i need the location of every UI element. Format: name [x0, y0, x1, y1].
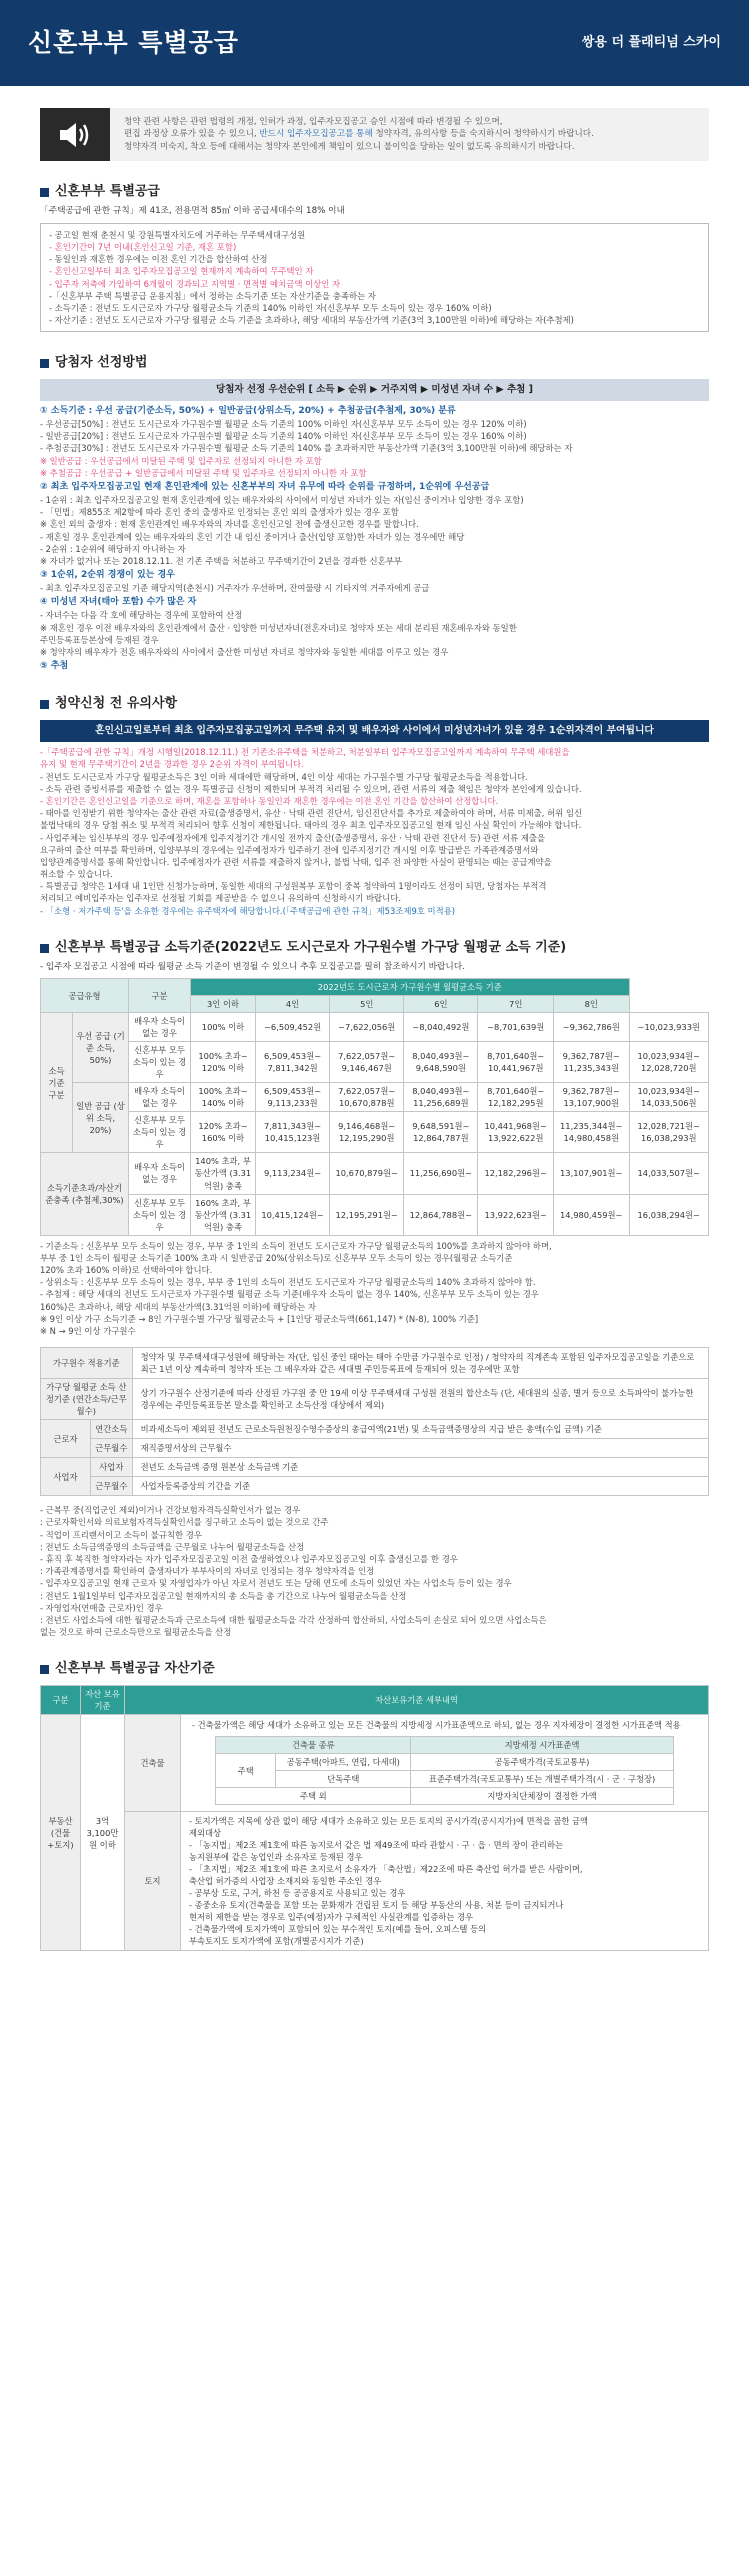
income-value: 7,622,057원~ 9,146,467원: [330, 1042, 404, 1083]
selection-line: ④ 미성년 자녀(태아 포함) 수가 많은 자: [40, 597, 197, 608]
income-note: - 상위소득 : 신혼부부 모두 소득이 있는 경우, 부부 중 1인의 소득이 전년도 도시근로자 가구당 월평균소득의 140% 초과하지 않아야 함.: [40, 1277, 536, 1288]
group-income-standard: 소득 기준 구분: [41, 1013, 73, 1153]
caution-line: - 사업주체는 임신부부의 경우 입주예정자에게 입주지정기간 개시일 전까지 출산(출생증명서, 유산 · 낙태 관련 진단서 등) 관련 서류 제출을: [40, 832, 546, 843]
income-note: - 기준소득 : 신혼부부 모두 소득이 있는 경우, 부부 중 1인의 소득이 전년도 도시근로자 가구당 월평균소득의 100%를 초과하지 않아야 하며,: [40, 1240, 552, 1251]
land-line: 축산업 허가증의 사업장 소재지와 동일한 주소인 경우: [189, 1876, 382, 1887]
income-value: 7,622,057원~ 10,670,878원: [330, 1083, 404, 1112]
row-general-supply: 일반 공급 (상위 소득, 20%): [73, 1083, 129, 1153]
row-land: 토지: [125, 1812, 181, 1951]
income-range: 140% 초과, 부동산가액 (3.31억원) 충족: [191, 1153, 256, 1194]
section-income: [40, 939, 709, 1337]
selection-lines: [40, 405, 709, 673]
land-line: - 건축물가액에 토지가액이 포함되어 있는 부수적인 토지(예를 들어, 오피스텔 등의: [189, 1924, 487, 1935]
header-building-kind: 건축물 종류: [216, 1737, 411, 1754]
criteria-note: - 근복무 중(직업군인 제외)이거나 건강보험자격득실확인서가 없는 경우: [40, 1505, 301, 1516]
page-header: [0, 0, 749, 86]
income-value: 8,701,640원~ 10,441,967원: [478, 1042, 554, 1083]
brand-name: 쌍용 더 플래티넘 스카이: [581, 34, 721, 50]
section-subtitle: - 입주자 모집공고 시점에 따라 월평균 소득 기준이 변경될 수 있으니 추후 모집공고를 필히 참조하시기 바랍니다.: [40, 961, 465, 972]
income-value: 8,701,640원~ 12,182,295원: [478, 1083, 554, 1112]
section-title: 신혼부부 특별공급 자산기준: [40, 1660, 709, 1679]
income-value: ~6,509,452원: [256, 1013, 330, 1042]
income-value: 10,023,934원~ 12,028,720원: [629, 1042, 708, 1083]
criteria-value: 청약자 및 무주택세대구성원에 해당하는 자(단, 임신 중인 태아는 태아 수만큼 가구원수로 인정) / 청약자의 직계존속 포함된 입주자모집공고일을 기준으로 최근 1년 이상 계속하여 청약자 또는 그 배우자와 같은 세대별 주민등록표에 등재되어 있는 경우에만 포함: [132, 1348, 708, 1379]
income-value: ~10,023,933원: [629, 1013, 708, 1042]
income-value: 12,182,296원~: [478, 1153, 554, 1194]
non-house-standard: 지방자치단체장이 결정한 가액: [411, 1788, 673, 1805]
selection-line: - 2순위 : 1순위에 해당하지 아니하는 자: [40, 543, 186, 554]
income-value: 12,195,291원~: [330, 1194, 404, 1235]
section-title: 당첨자 선정방법: [40, 354, 709, 373]
row-household-type: 배우자 소득이 없는 경우: [129, 1013, 191, 1042]
income-value: 10,441,968원~ 13,922,622원: [478, 1112, 554, 1153]
land-line: - 「초지법」제2조 제1호에 따른 초지로서 소유자가 「축산법」제22조에 따른 축산업 허가를 받은 사람이며,: [189, 1864, 583, 1875]
criteria-note: : 전년도 1월1일부터 입주자모집공고일 현재까지의 총 소득을 총 기간으로 나누어 월평균소득을 산정: [40, 1590, 407, 1601]
row-household-type: 신혼부부 모두 소득이 있는 경우: [129, 1112, 191, 1153]
selection-line: ※ 자녀가 없거나 또는 2018.12.11. 전 기존 주택을 처분하고 무주택기간이 2년을 경과한 신혼부부: [40, 555, 402, 566]
income-value: 6,509,453원~ 7,811,342원: [256, 1042, 330, 1083]
caution-line: 유지 및 현재 무주택기간이 2년을 경과한 경우 2순위 자격이 부여됩니다.: [40, 759, 304, 770]
selection-line: ※ 추첨공급 : 우선공급 + 일반공급에서 미달된 주택 및 입주자로 선정되지 아니한 자 포함: [40, 467, 367, 478]
selection-line: 주민등록표등본상에 등재된 경우: [40, 634, 159, 645]
section-asset: [40, 1660, 709, 1951]
notice-line: 청약자격 미숙지, 착오 등에 대해서는 청약자 본인에게 책임이 있으니 불이익을 당하는 일이 없도록 유의하시기 바랍니다.: [124, 141, 575, 152]
selection-line: - 추첨공급[30%] : 전년도 도시근로자 가구원수별 월평균 소득 기준의 140% 를 초과하지만 부동산가액 기준(3억 3,100만원 이하)에 해당하는 자: [40, 443, 573, 454]
criteria-note: - 휴직 후 복직한 청약자라는 자가 입주자모집공고일 이전 출생하였으나 입주자모집공고일 이후 출생신고를 한 경우: [40, 1553, 458, 1564]
income-value: 11,235,344원~ 14,980,458원: [553, 1112, 629, 1153]
income-value: 12,864,788원~: [404, 1194, 478, 1235]
selection-line: - 1순위 : 최초 입주자모집공고일 현재 혼인관계에 있는 배우자와의 사이에서 미성년 자녀가 있는 자(임신 중이거나 입양한 경우 포함): [40, 494, 524, 505]
header-division: 구분: [129, 979, 191, 1013]
income-value: ~9,362,786원: [553, 1013, 629, 1042]
priority-bar: 당첨자 선정 우선순위 [ 소득 ▶ 순위 ▶ 거주지역 ▶ 미성년 자녀 수 ▶ 추첨 ]: [40, 379, 709, 401]
income-value: ~8,040,492원: [404, 1013, 478, 1042]
caution-line: -「주택공급에 관한 규칙」개정 시행일(2018.12.11.) 전 기존소유주택을 처분하고, 처분일부터 입주자모집공고일까지 계속하여 무주택 세대원을: [40, 747, 570, 758]
income-value: 13,107,901원~: [553, 1153, 629, 1194]
notice-box: [40, 108, 709, 161]
row-priority-supply: 우선 공급 (기준 소득, 50%): [73, 1013, 129, 1083]
caution-line: - 태아를 인정받기 위한 청약자는 출산 관련 자료(출생증명서, 유산 · 낙태 관련 진단서, 임신진단서를 추가로 제출하여야 하며, 서류 미제출, 허위 임신: [40, 808, 583, 819]
row-detached: 단독주택: [276, 1771, 411, 1788]
criteria-value: 비과세소득이 제외된 전년도 근로소득원천징수영수증상의 총급여액(21번) 및 소득금액증명상의 지급 받은 총액(수입 금액) 기준: [132, 1420, 708, 1439]
income-value: 14,033,507원~: [629, 1153, 708, 1194]
caution-line: 불법낙태의 경우 당첨 취소 및 부적격 처리되어 향후 신청이 제한됩니다. 태아의 경우 최초 입주자모집공고일 현재 임신 사실 확인이 가능해야 합니다.: [40, 820, 582, 831]
criteria-key: 사업자: [41, 1458, 91, 1496]
header-tax-standard: 지방세정 시가표준액: [411, 1737, 673, 1754]
section-selection: [40, 354, 709, 673]
criteria-key: 가구원수 적용기준: [41, 1348, 133, 1379]
section-title: 청약신청 전 유의사항: [40, 695, 709, 714]
selection-line: ※ 일반공급 : 우선공급에서 미달된 주택 및 입주자로 선정되지 아니한 자 포함: [40, 455, 322, 466]
criteria-subkey: 근무월수: [91, 1439, 133, 1458]
caution-line: - 혼인기간은 혼인신고일을 기준으로 하며, 재혼을 포함하나 동일인과 재혼한 경우에는 이전 혼인 기간을 합산하여 산정합니다.: [40, 795, 499, 806]
row-house: 주택: [216, 1754, 276, 1788]
income-value: 14,980,459원~: [553, 1194, 629, 1235]
building-note: - 건축물가액은 해당 세대가 소유하고 있는 모든 건축물의 지방세정 시가표준액으로 하되, 없는 경우 지자체장이 결정한 시가표준액 적용: [192, 1720, 681, 1731]
selection-line: ※ 청약자의 배우자가 전혼 배우자와의 사이에서 출산한 미성년 자녀로 청약자와 동일한 세대를 이루고 있는 경우: [40, 646, 449, 657]
row-building: 건축물: [125, 1715, 181, 1812]
land-line: - 토지가액은 지목에 상관 없이 해당 세대가 소유하고 있는 모든 토지의 공시가격(공시지가)에 면적을 곱한 금액: [189, 1816, 589, 1827]
speaker-icon: [40, 108, 110, 161]
income-value: 6,509,453원~ 9,113,233원: [256, 1083, 330, 1112]
section-cautions: [40, 695, 709, 917]
criteria-note: : 전년도 사업소득에 대한 월평균소득과 근로소득에 대한 월평균소득을 각각 산정하여 합산하되, 사업소득이 손실로 되어 있으면 사업소득은: [40, 1614, 547, 1625]
row-household-type: 배우자 소득이 없는 경우: [129, 1083, 191, 1112]
income-value: 7,811,343원~ 10,415,123원: [256, 1112, 330, 1153]
asset-limit-value: 3억 3,100만원 이하: [81, 1715, 125, 1951]
income-value: 11,256,690원~: [404, 1153, 478, 1194]
caution-line: 요구하여 출산 여부를 확인하며, 입양부부의 경우에는 입주예정자가 입주하기 전에 입주지정기간 개시일 이후 발급받은 가족관계증명서와: [40, 844, 539, 855]
header-household-size: 7인: [478, 996, 554, 1013]
row-apartment: 공동주택(아파트, 연립, 다세대): [276, 1754, 411, 1771]
eligibility-line: -「신혼부부 주택 특별공급 운용지침」에서 정하는 소득기준 또는 자산기준을 충족하는 자: [49, 290, 376, 301]
caution-line: 처리되고 예비입주자는 입주자로 선정될 기회를 제공받을 수 없으니 유의하여 신청하시기 바랍니다.: [40, 893, 401, 904]
caution-line: - 전년도 도시근로자 가구당 월평균소득은 3인 이하 세대에만 해당하며, 4인 이상 세대는 가구원수별 가구당 월평균소득을 적용합니다.: [40, 771, 528, 782]
header-household-size: 5인: [330, 996, 404, 1013]
income-table: [40, 978, 709, 1235]
land-line: 농지원부에 같은 농업인과 소유자로 등재된 경우: [189, 1852, 363, 1863]
land-line: - 공부상 도로, 구거, 하천 등 공공용지로 사용되고 있는 경우: [189, 1888, 406, 1899]
income-range: 100% 이하: [191, 1013, 256, 1042]
criteria-subkey: 연간소득: [91, 1420, 133, 1439]
income-value: 13,922,623원~: [478, 1194, 554, 1235]
criteria-notes: [40, 1504, 709, 1638]
row-household-type: 신혼부부 모두 소득이 있는 경우: [129, 1042, 191, 1083]
income-value: 9,362,787원~ 11,235,343원: [553, 1042, 629, 1083]
eligibility-line: - 소득기준 : 전년도 도시근로자 가구당 월평균소득 기준의 140% 이하인 자(신혼부부 모두 소득이 있는 경우 160% 이하): [49, 302, 492, 313]
land-line: 제외대상: [189, 1828, 222, 1839]
income-value: 16,038,294원~: [629, 1194, 708, 1235]
criteria-note: - 직업이 프리랜서이고 소득이 불규칙한 경우: [40, 1529, 202, 1540]
header-household-size: 6인: [404, 996, 478, 1013]
notice-line: 청약 관련 사항은 관련 법령의 개정, 인허가 과정, 입주자모집공고 승인 시점에 따라 변경될 수 있으며,: [124, 117, 503, 127]
eligibility-box: [40, 223, 709, 333]
selection-line: - 일반공급[20%] : 전년도 도시근로자 가구원수별 월평균 소득 기준의 140% 이하인 자(신혼부부 모두 소득이 있는 경우 160% 이하): [40, 431, 527, 442]
header-income-standard: 2022년도 도시근로자 가구원수별 월평균소득 기준: [191, 979, 630, 996]
section-income-criteria: [40, 1347, 709, 1638]
income-value: 8,040,493원~ 11,256,689원: [404, 1083, 478, 1112]
selection-line: ① 소득기준 : 우선 공급(기준소득, 50%) + 일반공급(상위소득, 20%) + 추첨공급(추첨제, 30%) 분류: [40, 405, 456, 416]
income-value: 10,023,934원~ 14,033,506원: [629, 1083, 708, 1112]
land-line: 부속토지도 토지가액에 포함(개별공시지가 기준): [189, 1936, 364, 1947]
header-supply-type: 공급유형: [41, 979, 129, 1013]
section-subtitle: 「주택공급에 관한 규칙」제 41조, 전용면적 85㎡ 이하 공급세대수의 18% 이내: [40, 206, 345, 217]
eligibility-line: - 입주자 저축에 가입하여 6개월이 경과되고 지역별 · 면적별 예치금액 이상인 자: [49, 278, 341, 289]
criteria-key: 가구당 월평균 소득 산정기준 (연간소득/근무월수): [41, 1379, 133, 1420]
land-line: - 「농지법」제2조 제1호에 따른 농지로서 같은 법 제49조에 따라 관할시 · 구 · 읍 · 면의 장이 관리하는: [189, 1840, 563, 1851]
caution-line: - 특별공급 청약은 1세대 내 1인만 신청가능하며, 동일한 세대의 구성원복부 포함이 중복 청약하여 1명이라도 선정이 되면, 당첨자는 부적격: [40, 881, 547, 892]
income-value: 12,028,721원~ 16,038,293원: [629, 1112, 708, 1153]
income-range: 160% 초과, 부동산가액 (3.31억원) 충족: [191, 1194, 256, 1235]
income-value: 9,113,234원~: [256, 1153, 330, 1194]
income-value: 9,146,468원~ 12,195,290원: [330, 1112, 404, 1153]
income-note: ※ 9인 이상 가구 소득기준 → 8인 가구원수별 가구당 월평균소득 + [1인당 평균소득액(661,147) * (N-8), 100% 기준]: [40, 1313, 479, 1324]
row-household-type: 배우자 소득이 없는 경우: [129, 1153, 191, 1194]
selection-line: - 재혼일 경우 혼인관계에 있는 배우자와의 혼인 기간 내 임신 중이거나 출산(입양 포함)한 자녀가 있는 경우에만 해당: [40, 531, 465, 542]
header-household-size: 3인 이하: [191, 996, 256, 1013]
criteria-note: : 근로자확인서와 의료보험자격득실확인서를 징구하고 소득이 없는 것으로 간주: [40, 1517, 329, 1528]
criteria-note: - 입주자모집공고일 현재 근로자 및 자영업자가 아닌 자로서 전년도 또는 당해 연도에 소득이 있었던 자는 사업소득 등이 있는 경우: [40, 1578, 512, 1589]
income-value: 8,040,493원~ 9,648,590원: [404, 1042, 478, 1083]
eligibility-line: - 자산기준 : 전년도 도시근로자 가구당 월평균 소득 기준을 초과하나, 해당 세대의 부동산가액 기준(3억 3,100만원 이하)에 해당하는 자(추첨제): [49, 315, 574, 326]
detached-standard: 표준주택가격(국토교통부) 또는 개별주택가격(시 · 군 · 구청장): [411, 1771, 673, 1788]
selection-line: ② 최초 입주자모집공고일 현재 혼인관계에 있는 신혼부부의 자녀 유무에 따라 순위를 규정하며, 1순위에 우선공급: [40, 481, 490, 492]
header-asset-limit: 자산 보유기준: [81, 1686, 125, 1715]
criteria-value: 전년도 소득금액 증명 원본상 소득금액 기준: [132, 1458, 708, 1477]
criteria-subkey: 근무월수: [91, 1477, 133, 1496]
row-household-type: 신혼부부 모두 소득이 있는 경우: [129, 1194, 191, 1235]
page-title: 신혼부부 특별공급: [28, 27, 239, 57]
apartment-standard: 공동주택가격(국토교통부): [411, 1754, 673, 1771]
criteria-key: 근로자: [41, 1420, 91, 1458]
caution-line: 취소할 수 있습니다.: [40, 869, 113, 880]
header-division: 구분: [41, 1686, 81, 1715]
section-title: 신혼부부 특별공급 소득기준(2022년도 도시근로자 가구원수별 가구당 월평균 소득 기준): [40, 939, 709, 958]
income-value: 10,415,124원~: [256, 1194, 330, 1235]
income-value: 9,362,787원~ 13,107,900원: [553, 1083, 629, 1112]
selection-line: ※ 재혼인 경우 이전 배우자와의 혼인관계에서 출산 · 입양한 미성년자녀(전혼자녀)로 청약자 또는 세대 분리된 재혼배우자와 동일한: [40, 622, 517, 633]
caution-bar: 혼인신고일로부터 최초 입주자모집공고일까지 무주택 유지 및 배우자와 사이에서 미성년자녀가 있을 경우 1순위자격이 부여됩니다: [40, 720, 709, 742]
criteria-note: : 전년도 소득금액증명의 소득금액을 근무월로 나누어 월평균소득을 산정: [40, 1541, 305, 1552]
building-table: [215, 1736, 673, 1805]
selection-line: ⑤ 추첨: [40, 661, 69, 672]
asset-table: [40, 1685, 709, 1951]
criteria-value: 재직증명서상의 근무월수: [132, 1439, 708, 1458]
income-note: 160%)은 초과하나, 해당 세대의 부동산가액(3.31억원 이하)에 해당하는 자: [40, 1301, 316, 1312]
header-asset-detail: 자산보유기준 세부내역: [125, 1686, 709, 1715]
selection-line: - 우선공급[50%] : 전년도 도시근로자 가구원수별 월평균 소득 기준의 100% 이하인 자(신혼부부 모두 소득이 있는 경우 120% 이하): [40, 418, 527, 429]
income-value: ~7,622,056원: [330, 1013, 404, 1042]
income-note: 부부 중 1인 소득이 월평균 소득기준 100% 초과 시 일반공급 20%(상위소득)로 신혼부부 모두 소득이 있는 경우(월평균 소득기준: [40, 1252, 513, 1263]
caution-line: - 소득 관련 증빙서류를 제출할 수 없는 경우 특별공급 신청이 제한되며 부적격 처리될 수 있으며, 관련 서류의 제출 책임은 청약자 본인에게 있습니다.: [40, 783, 582, 794]
caution-line: 입양관계증명서를 통해 확인합니다. 입주예정자가 관련 서류를 제출하지 않거나, 불법 낙태, 입주 전 파양한 사실이 판명되는 때는 공급계약을: [40, 856, 552, 867]
income-range: 100% 초과~ 140% 이하: [191, 1083, 256, 1112]
section-newlywed: [40, 183, 709, 332]
income-value: ~8,701,639원: [478, 1013, 554, 1042]
criteria-value: 사업자등록증상의 기간을 기준: [132, 1477, 708, 1496]
notice-line: 편집 과정상 오류가 있을 수 있으니, 반드시 입주자모집공고를 통해 청약자격, 유의사항 등을 숙지하시어 청약하시기 바랍니다.: [124, 129, 594, 140]
building-detail: [181, 1715, 709, 1812]
section-title: 신혼부부 특별공급: [40, 183, 709, 202]
land-line: 현저히 제한을 받는 경우로 입주(예정)자가 구체적인 사실관계를 입증하는 경우: [189, 1912, 474, 1923]
header-household-size: 4인: [256, 996, 330, 1013]
selection-line: - 「민법」제855조 제2항에 따라 혼인 중의 출생자로 인정되는 혼인 외의 출생자가 있는 경우 포함: [40, 507, 399, 518]
income-value: 10,670,879원~: [330, 1153, 404, 1194]
eligibility-line: - 동일인과 재혼한 경우에는 이전 혼인 기간을 합산하여 산정: [49, 254, 268, 265]
selection-line: ③ 1순위, 2순위 경쟁이 있는 경우: [40, 570, 175, 581]
eligibility-line: - 공고일 현재 춘천시 및 강원특별자치도에 거주하는 무주택세대구성원: [49, 229, 306, 240]
income-note: - 추첨제 : 해당 세대의 전년도 도시근로자 가구원수별 월평균 소득 기준(배우자 소득이 없는 경우 140%, 신혼부부 모두 소득이 있는 경우: [40, 1289, 539, 1300]
row-asset-lottery: 소득기준초과/자산기준충족 (추첨제,30%): [41, 1153, 129, 1235]
criteria-note: : 가족관계증명서를 확인하여 출생자녀가 부부사이의 자녀로 인정되는 경우 청약자격을 인정: [40, 1566, 375, 1577]
criteria-note: - 자영업자(연매출 근로자)인 경우: [40, 1602, 163, 1613]
criteria-note: 없는 것으로 하여 근로소득만으로 월평균소득을 산정: [40, 1627, 232, 1638]
eligibility-line: - 혼인기간이 7년 이내(혼인신고일 기준, 재혼 포함): [49, 242, 237, 252]
header-household-size: 8인: [553, 996, 629, 1013]
selection-line: - 자녀수는 다음 각 호에 해당하는 경우에 포함하여 산정: [40, 610, 243, 621]
notice-text: [110, 108, 608, 161]
income-note: 120% 초과 160% 이하)로 선택하여야 합니다.: [40, 1264, 213, 1275]
income-note: ※ N → 9인 이상 가구원수: [40, 1325, 136, 1336]
selection-line: ※ 혼인 외의 출생자 : 현재 혼인관계인 배우자와의 자녀를 혼인신고일 전에 출생신고한 경우를 말합니다.: [40, 519, 419, 530]
income-notes: [40, 1240, 709, 1338]
income-range: 120% 초과~ 160% 이하: [191, 1112, 256, 1153]
land-detail: [181, 1812, 709, 1951]
income-value: 9,648,591원~ 12,864,787원: [404, 1112, 478, 1153]
criteria-table: [40, 1347, 709, 1496]
criteria-value: 상기 가구원수 산정기준에 따라 산정된 가구원 중 만 19세 이상 무주택세대 구성원 전원의 합산소득 (단, 세대원의 실종, 별거 등으로 소득파악이 불가능한 경우에는 주민등록표등본 말소를 확인하고 소득산정 대상에서 제외): [132, 1379, 708, 1420]
caution-line: - 「소형 · 저가주택 등'을 소유한 경우에는 유주택자에 해당합니다.(「주택공급에 관한 규칙」제53조제9호 미적용): [40, 905, 456, 916]
caution-lines: [40, 746, 709, 917]
land-line: - 종중소유 토지(건축물을 포함 또는 문화재가 건립된 토지 등 해당 부동산의 사용, 처분 등이 금지되거나: [189, 1900, 564, 1911]
row-non-house: 주택 외: [216, 1788, 411, 1805]
income-range: 100% 초과~ 120% 이하: [191, 1042, 256, 1083]
eligibility-line: - 혼인신고일부터 최초 입주자모집공고일 현재까지 계속하여 무주택인 자: [49, 266, 314, 277]
criteria-subkey: 사업자: [91, 1458, 133, 1477]
row-real-estate: 부동산 (건물 +토지): [41, 1715, 81, 1951]
selection-line: - 최초 입주자모집공고일 기준 해당지역(춘천시) 거주자가 우선하며, 잔여물량 시 기타지역 거주자에게 공급: [40, 583, 430, 594]
